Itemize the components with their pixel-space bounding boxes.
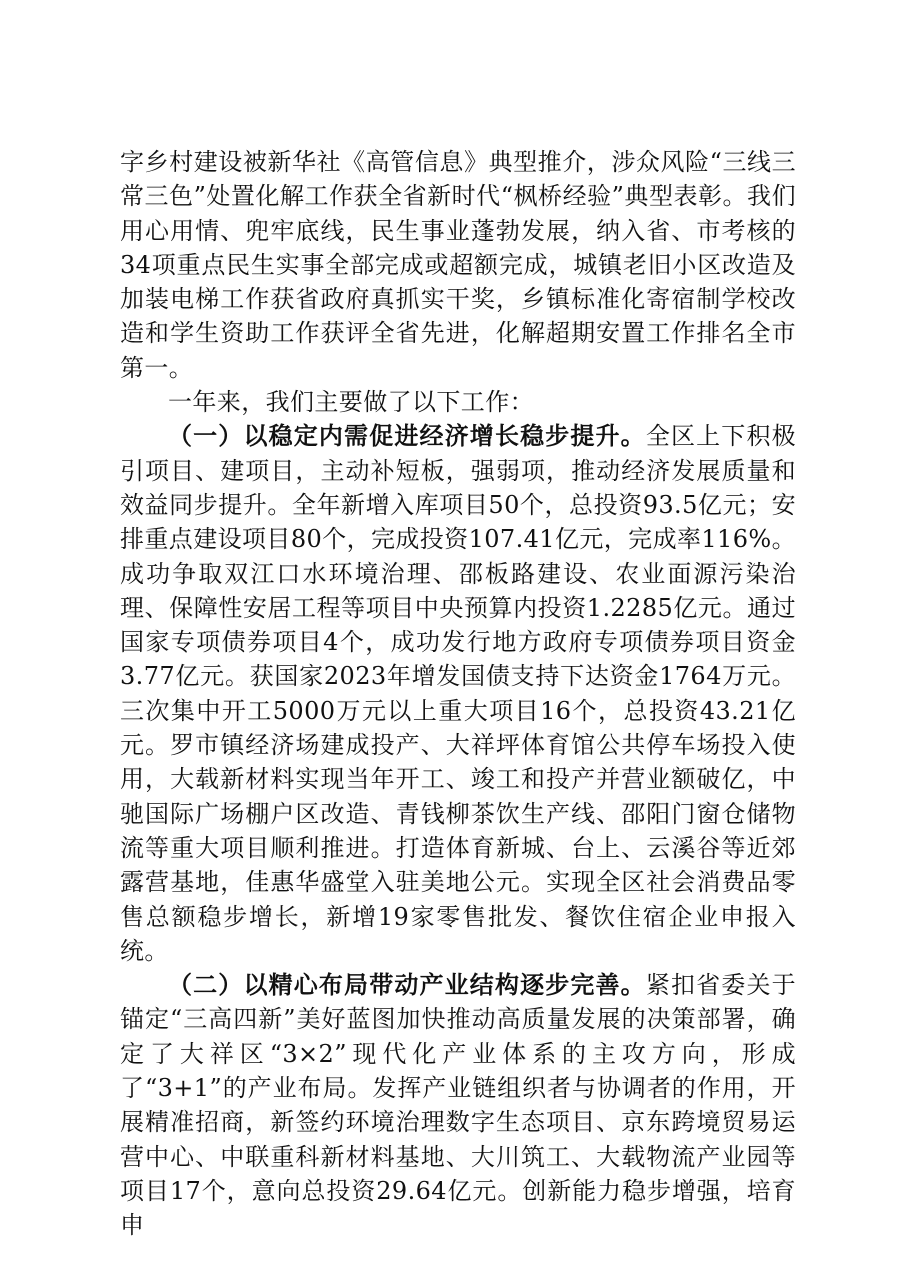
paragraph-text: 紧扣省委关于锚定“三高四新”美好蓝图加快推动高质量发展的决策部署，确定了大祥区“3×2”现代化产业体系的主攻方向，形成了“3+1”的产业布局。发挥产业链组织者与协调者的作用，开展精准招商，新签约环境治理数字生态项目、京东跨境贸易运营中心、中联重科新材料基地、大川筑工、大载物流产业园等项目17个，意向总投资29.64亿元。创新能力稳步增强，培育申 — [120, 971, 796, 1240]
paragraph-text: 字乡村建设被新华社《高管信息》典型推介，涉众风险“三线三常三色”处置化解工作获全省新时代“枫桥经验”典型表彰。我们用心用情、兜牢底线，民生事业蓬勃发展，纳入省、市考核的34项重点民生实事全部完成或超额完成，城镇老旧小区改造及加装电梯工作获省政府真抓实干奖，乡镇标准化寄宿制学校改造和学生资助工作获评全省先进，化解超期安置工作排名全市第一。 — [120, 148, 796, 382]
paragraph-text: 一年来，我们主要做了以下工作： — [168, 388, 534, 417]
section-heading: （二）以精心布局带动产业结构逐步完善。 — [168, 970, 646, 1000]
paragraph-section-1 — [120, 419, 796, 968]
paragraph-continuation — [120, 145, 796, 385]
document-body — [120, 145, 796, 1243]
paragraph-section-2 — [120, 968, 796, 1242]
section-heading: （一）以稳定内需促进经济增长稳步提升。 — [168, 421, 646, 451]
paragraph-intro — [120, 385, 796, 419]
paragraph-text: 全区上下积极引项目、建项目，主动补短板，强弱项，推动经济发展质量和效益同步提升。全年新增入库项目50个，总投资93.5亿元；安排重点建设项目80个，完成投资107.41亿元，完成率116%。成功争取双江口水环境治理、邵板路建设、农业面源污染治理、保障性安居工程等项目中央预算内投资1.2285亿元。通过国家专项债券项目4个，成功发行地方政府专项债券项目资金3.77亿元。获国家2023年增发国债支持下达资金1764万元。三次集中开工5000万元以上重大项目16个，总投资43.21亿元。罗市镇经济场建成投产、大祥坪体育馆公共停车场投入使用，大载新材料实现当年开工、竣工和投产并营业额破亿，中驰国际广场棚户区改造、青钱柳茶饮生产线、邵阳门窗仓储物流等重大项目顺利推进。打造体育新城、台上、云溪谷等近郊露营基地，佳惠华盛堂入驻美地公元。实现全区社会消费品零售总额稳步增长，新增19家零售批发、餐饮住宿企业申报入统。 — [120, 422, 796, 965]
